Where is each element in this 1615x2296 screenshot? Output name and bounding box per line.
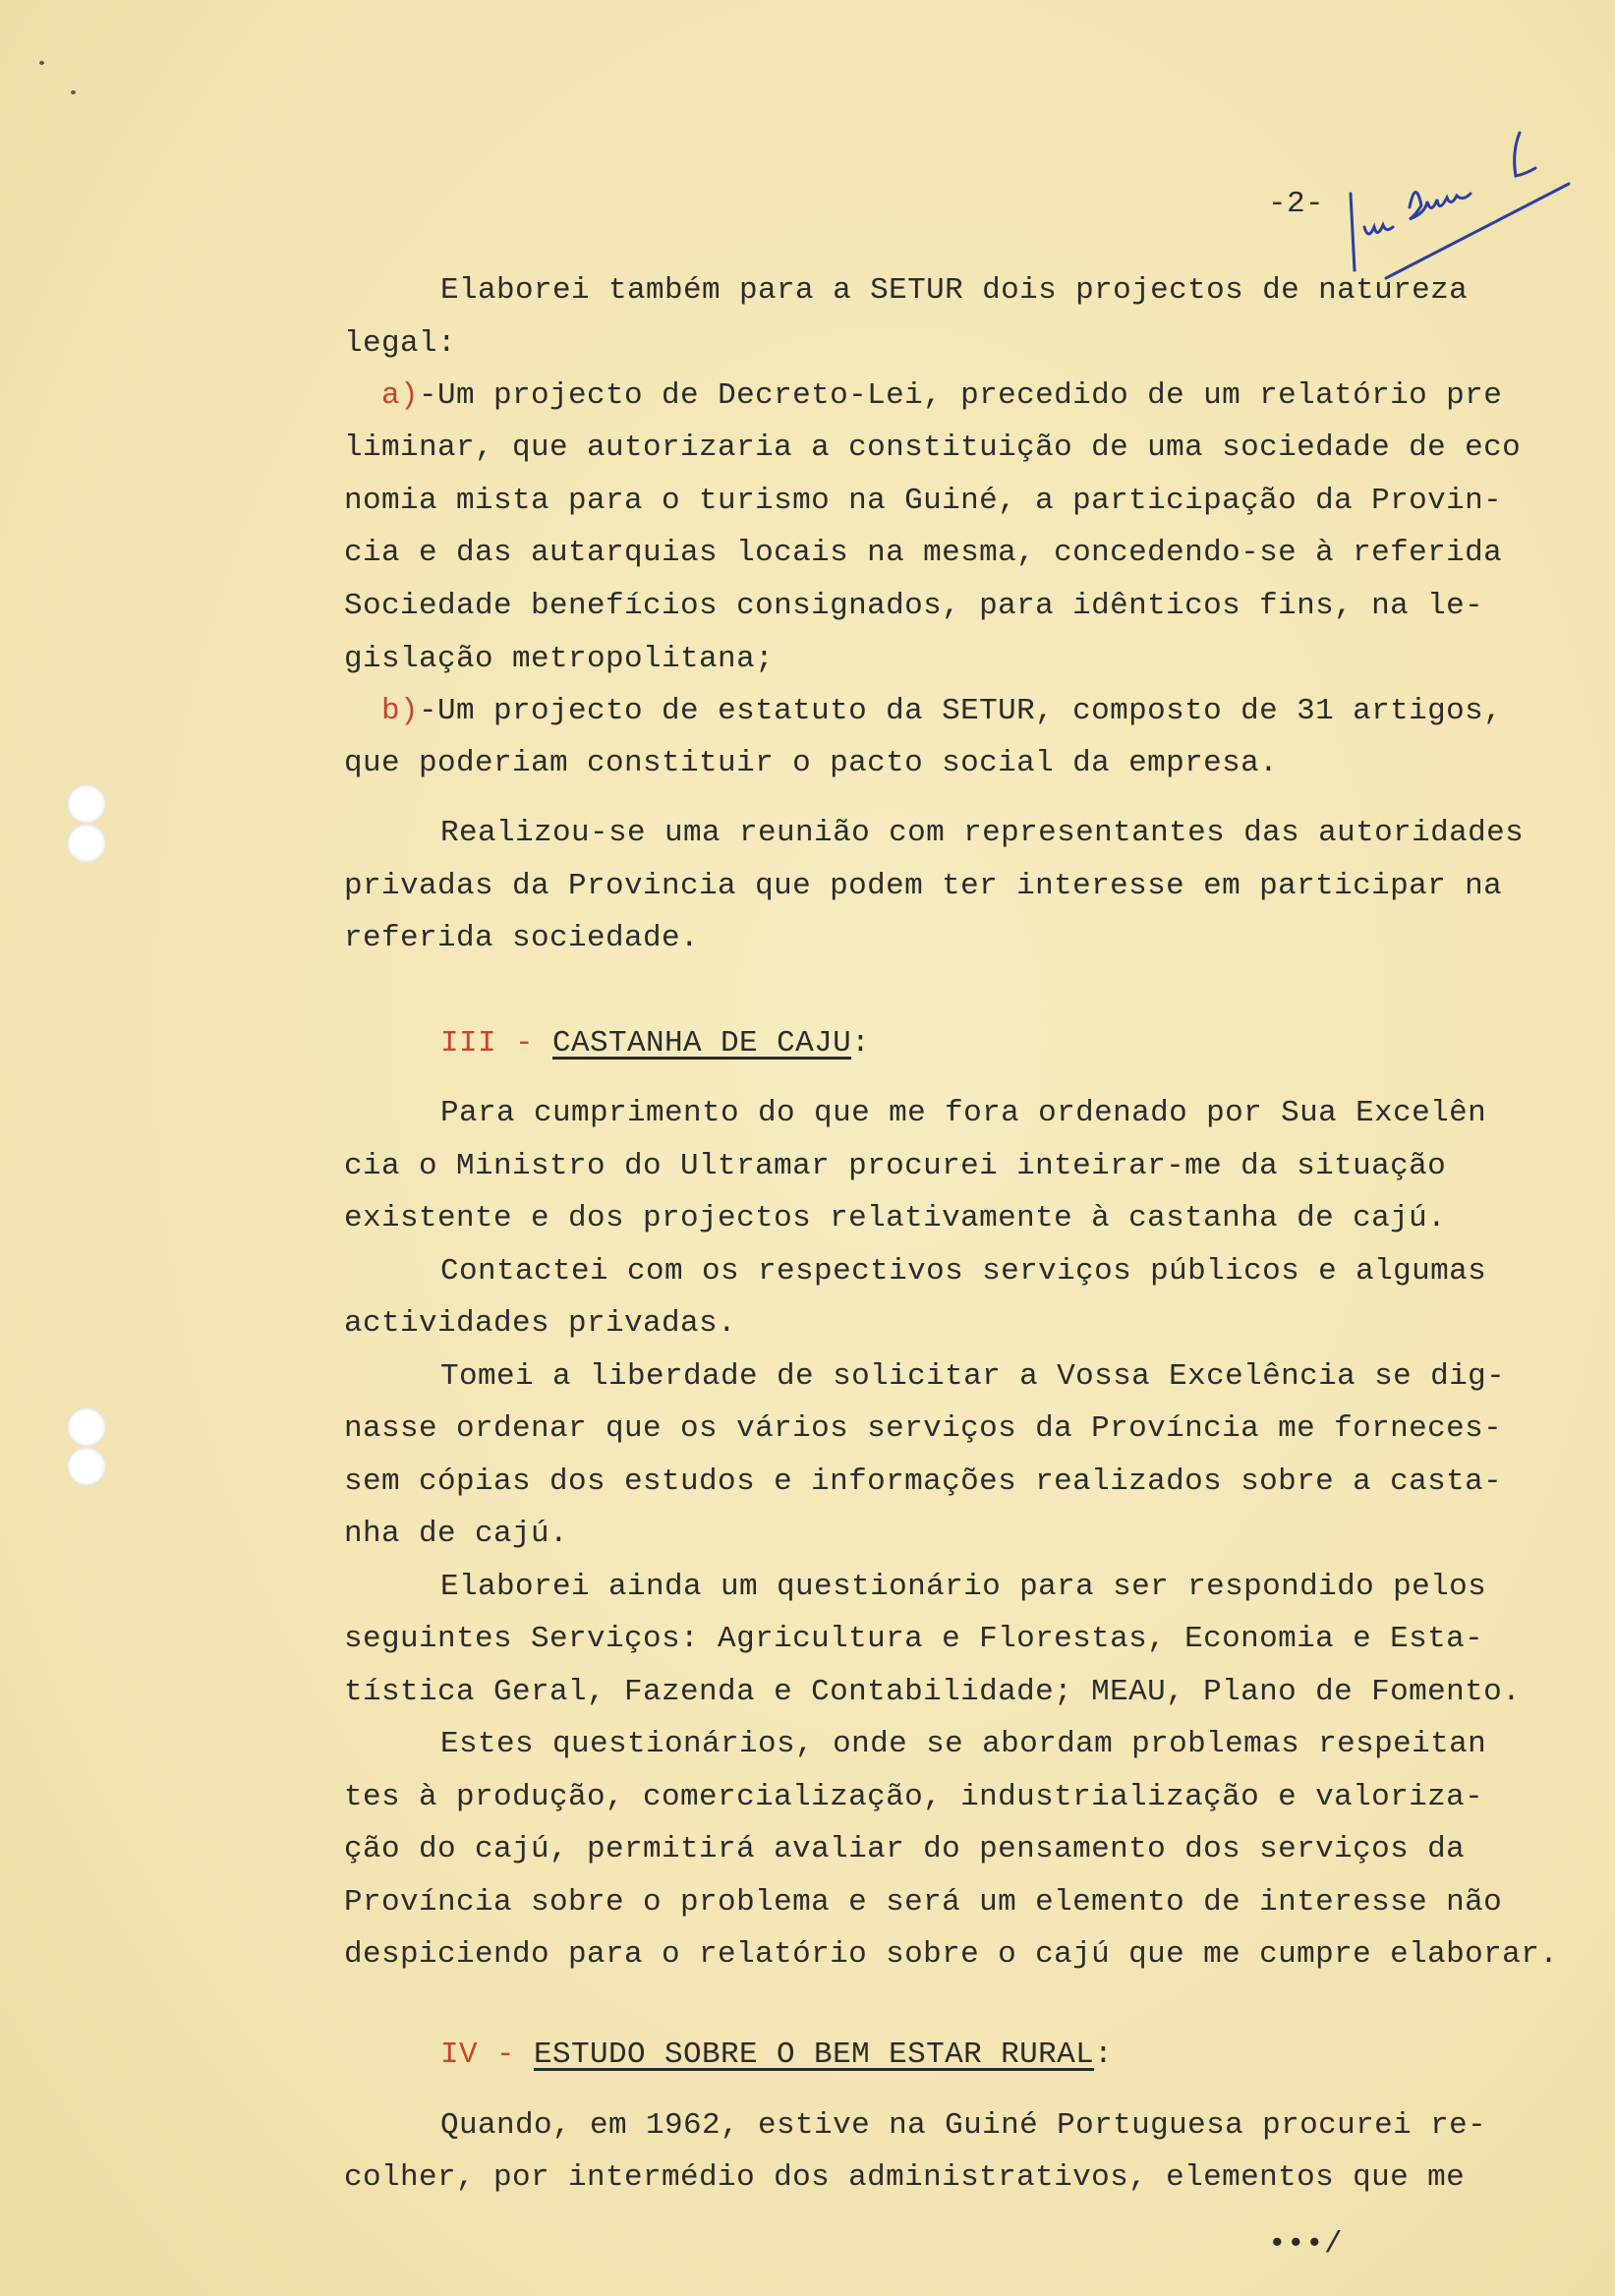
section-3-line: cia o Ministro do Ultramar procurei inteirar-me da situação: [344, 1149, 1447, 1183]
continuation-mark: •••/: [1268, 2227, 1344, 2262]
intro-line-1: Elaborei também para a SETUR dois projectos de natureza: [440, 273, 1469, 308]
punch-hole-top-a: [67, 784, 106, 824]
item-b-line: [381, 692, 1502, 731]
item-a-line: liminar, que autorizaria a constituição de uma sociedade de eco: [344, 430, 1522, 465]
section-3-line: ção do cajú, permitirá avaliar do pensamento dos serviços da: [344, 1832, 1466, 1866]
punch-hole-bottom-b: [67, 1447, 106, 1486]
punch-hole-top-b: [67, 824, 106, 863]
section-3-line: existente e dos projectos relativamente à castanha de cajú.: [344, 1201, 1447, 1235]
section-4-title: ESTUDO SOBRE O BEM ESTAR RURAL: [534, 2038, 1095, 2072]
page-number: -2-: [1268, 187, 1325, 221]
item-b-text: -Um projecto de estatuto da SETUR, composto de 31 artigos,: [419, 694, 1503, 728]
meeting-line: privadas da Provincia que podem ter interesse em participar na: [344, 869, 1503, 903]
section-4-line: colher, por intermédio dos administrativos, elementos que me: [344, 2160, 1466, 2195]
ink-speck: [71, 90, 76, 94]
section-3-heading: [440, 1024, 870, 1063]
punch-hole-bottom-a: [67, 1407, 106, 1447]
item-a-line: [381, 376, 1502, 416]
handwritten-signature-icon: [1337, 123, 1573, 280]
section-3-line: Contactei com os respectivos serviços públicos e algumas: [440, 1254, 1487, 1289]
meeting-line: Realizou-se uma reunião com representantes das autoridades: [440, 816, 1525, 850]
item-a-line: cia e das autarquias locais na mesma, concedendo-se à referida: [344, 536, 1503, 570]
item-b-marker: b): [381, 694, 420, 728]
section-3-line: Tomei a liberdade de solicitar a Vossa Excelência se dig-: [440, 1359, 1506, 1394]
item-a-text: -Um projecto de Decreto-Lei, precedido de um relatório pre: [419, 378, 1503, 413]
section-3-line: seguintes Serviços: Agricultura e Florestas, Economia e Esta-: [344, 1622, 1484, 1656]
section-3-line: Província sobre o problema e será um elemento de interesse não: [344, 1885, 1503, 1920]
section-3-line: nha de cajú.: [344, 1517, 569, 1551]
section-3-line: despiciendo para o relatório sobre o cajú que me cumpre elaborar.: [344, 1937, 1559, 1972]
section-3-line: Para cumprimento do que me fora ordenado por Sua Excelên: [440, 1096, 1487, 1130]
section-3-number: III -: [440, 1026, 553, 1061]
intro-line-2: legal:: [344, 326, 457, 361]
item-a-marker: a): [381, 378, 420, 413]
section-3-line: tes à produção, comercialização, industrialização e valoriza-: [344, 1780, 1484, 1814]
section-3-line: sem cópias dos estudos e informações realizados sobre a casta-: [344, 1464, 1503, 1499]
item-a-line: Sociedade benefícios consignados, para idênticos fins, na le-: [344, 589, 1484, 623]
meeting-line: referida sociedade.: [344, 921, 700, 955]
ink-speck: [39, 61, 44, 65]
item-a-line: nomia mista para o turismo na Guiné, a participação da Provin-: [344, 484, 1503, 518]
item-b-line: que poderiam constituir o pacto social da empresa.: [344, 746, 1279, 780]
section-4-colon: :: [1094, 2038, 1114, 2072]
section-3-colon: :: [851, 1026, 871, 1061]
section-4-heading: [440, 2036, 1113, 2075]
section-3-title: CASTANHA DE CAJU: [552, 1026, 852, 1061]
section-3-line: Estes questionários, onde se abordam problemas respeitan: [440, 1727, 1487, 1761]
section-4-number: IV -: [440, 2038, 535, 2072]
section-3-line: nasse ordenar que os vários serviços da Província me forneces-: [344, 1411, 1503, 1446]
section-3-line: Elaborei ainda um questionário para ser respondido pelos: [440, 1570, 1487, 1604]
section-4-line: Quando, em 1962, estive na Guiné Portuguesa procurei re-: [440, 2108, 1487, 2143]
section-3-line: actividades privadas.: [344, 1306, 737, 1341]
section-3-line: tística Geral, Fazenda e Contabilidade; MEAU, Plano de Fomento.: [344, 1675, 1522, 1709]
item-a-line: gislação metropolitana;: [344, 642, 775, 676]
